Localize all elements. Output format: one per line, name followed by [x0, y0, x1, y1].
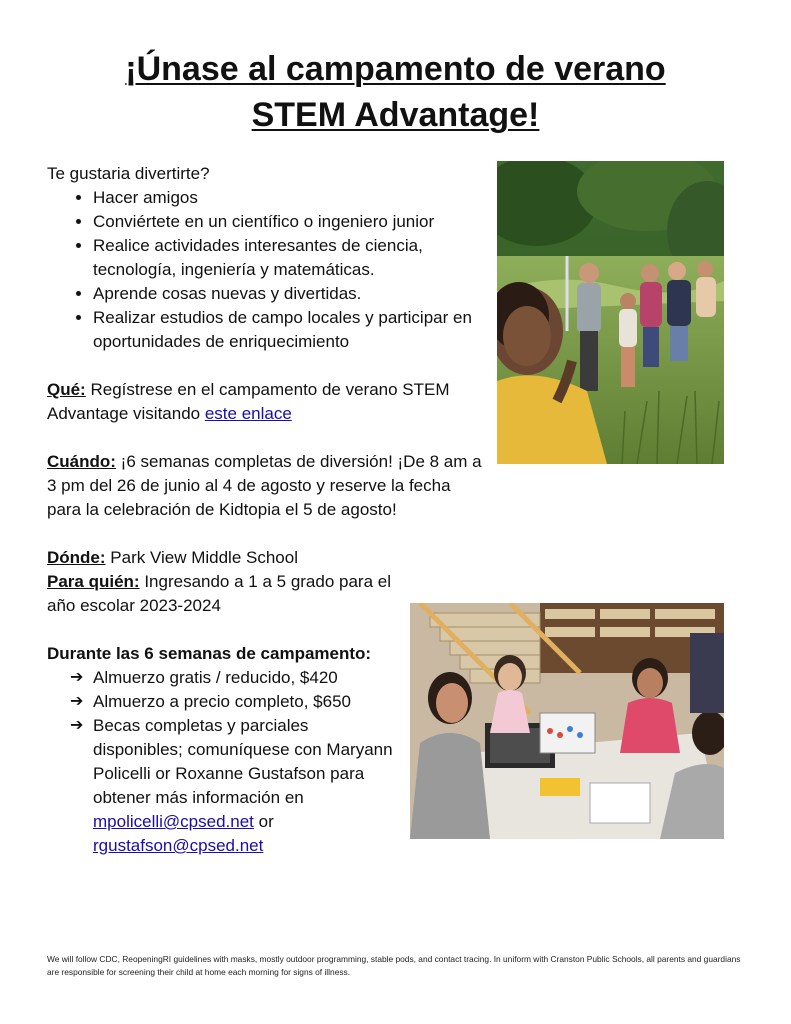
- what-label: Qué:: [47, 380, 86, 399]
- list-item: • Realice actividades interesantes de ciencia, tecnología, ingeniería y matemáticas.: [93, 234, 487, 282]
- list-item: • Realizar estudios de campo locales y participar en oportunidades de enriquecimiento: [93, 306, 487, 354]
- title-line-2: STEM Advantage!: [251, 96, 540, 134]
- when-paragraph: [47, 450, 487, 522]
- when-label: Cuándo:: [47, 452, 116, 471]
- classroom-photo: [410, 603, 724, 839]
- where-paragraph: [47, 546, 487, 570]
- title-line-1: ¡Únase al campamento de verano: [125, 50, 666, 88]
- during-heading: Durante las 6 semanas de campamento:: [47, 644, 372, 663]
- registration-link[interactable]: este enlace: [204, 404, 292, 423]
- where-text: Park View Middle School: [105, 548, 298, 567]
- footer-disclaimer: We will follow CDC, ReopeningRI guidelines with masks, mostly outdoor programming, stable pods, and contact tracing. In uniform with Cranston Public Schools, all parents and guardians are responsible for screening their child at home each morning for signs of illness.: [47, 954, 741, 977]
- list-item: • Conviértete en un científico o ingeniero junior: [93, 210, 487, 234]
- arrow-icon: ➔: [70, 717, 84, 734]
- scholarship-text: Becas completas y parciales disponibles; comuníquese con Maryann Policelli or Roxanne Gustafson para obtener más información en: [93, 716, 393, 807]
- field-trip-photo: [497, 161, 724, 464]
- email-link-policelli[interactable]: mpolicelli@cpsed.net: [93, 812, 254, 831]
- pricing-item-text: Almuerzo gratis / reducido, $420: [93, 668, 338, 687]
- email-link-gustafson[interactable]: rgustafson@cpsed.net: [93, 836, 264, 855]
- list-item: • Hacer amigos: [93, 186, 487, 210]
- who-label: Para quién:: [47, 572, 140, 591]
- page-title: [0, 46, 791, 138]
- intro-question: Te gustaria divertirte?: [47, 164, 210, 183]
- list-item: • Aprende cosas nuevas y divertidas.: [93, 282, 487, 306]
- who-text: Ingresando a 1 a 5 grado para el año escolar 2023-2024: [47, 572, 391, 615]
- when-text: ¡6 semanas completas de diversión! ¡De 8 am a 3 pm del 26 de junio al 4 de agosto y reserve la fecha para la celebración de Kidtopia el 5 de agosto!: [47, 452, 482, 519]
- where-label: Dónde:: [47, 548, 106, 567]
- pricing-item-text: Almuerzo a precio completo, $650: [93, 692, 351, 711]
- arrow-icon: ➔: [70, 669, 84, 686]
- intro-bullet-list: [47, 186, 487, 354]
- list-item: [47, 714, 393, 858]
- or-text: or: [253, 812, 274, 831]
- arrow-icon: ➔: [70, 693, 84, 710]
- what-text: Regístrese en el campamento de verano STEM Advantage visitando: [47, 380, 450, 423]
- what-paragraph: [47, 378, 487, 426]
- who-paragraph: [47, 570, 399, 618]
